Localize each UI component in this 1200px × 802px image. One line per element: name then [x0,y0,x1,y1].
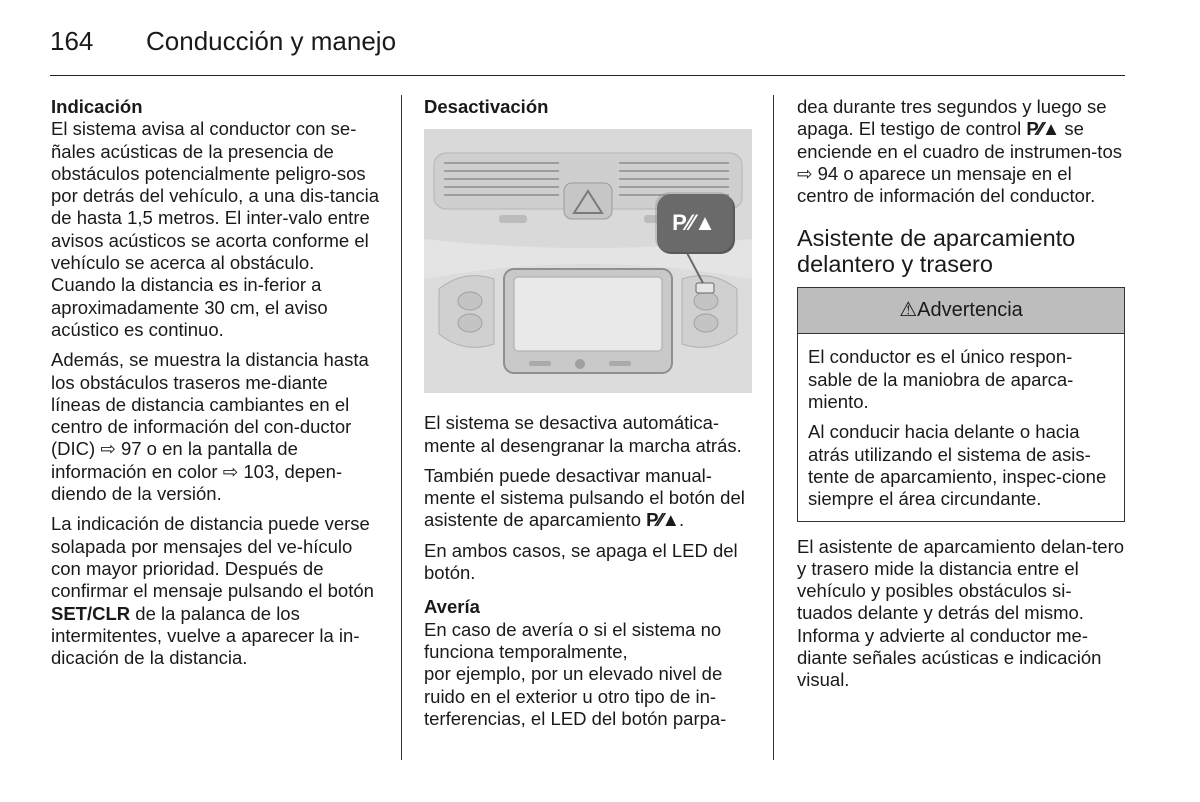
averia-heading: Avería [424,596,480,618]
front-rear-assist-paragraph: El asistente de aparcamiento delan-tero y trasero mide la distancia entre el vehículo y posibles obstáculos si-tuados delante y detrás del mismo. Informa y advierte al conductor me-diante señales acústicas e indicación visual. [797,535,1125,691]
averia-paragraph-2: por ejemplo, por un elevado nivel de ruido en el exterior u otro tipo de in-terferencias, el LED del botón parpa- [424,663,727,729]
section-title: Asistente de aparcamiento delantero y trasero [797,225,1076,278]
warning-paragraph-2: Al conducir hacia delante o hacia atrás utilizando el sistema de asis-tente de aparcamiento, inspec-cione siempre el área circundante. [808,421,1107,510]
page-number: 164 [50,26,94,56]
warning-body [798,334,1124,520]
desactivacion-paragraph-3: En ambos casos, se apaga el LED del botón. [424,539,738,584]
p2-text-before: También puede desactivar manual-mente el sistema pulsando el botón del asistente de aparcamiento [424,464,745,531]
header-rule [50,75,1125,76]
continued-text-after: se enciende en el cuadro de instrumen-tos ⇨ 94 o aparece un mensaje en el centro de información del conductor. [797,118,1122,207]
warning-paragraph-1: El conductor es el único respon-sable de la maniobra de aparca-miento. [808,346,1074,413]
chapter-title: Conducción y manejo [146,26,397,56]
parking-warning-icon: P⁄⁄▲ [1026,118,1060,140]
column-2 [424,96,754,738]
continued-paragraph [797,96,1127,207]
parking-assist-icon: P⁄⁄▲ [646,509,679,531]
warning-box [797,287,1125,521]
column-3 [797,96,1127,700]
parking-button-symbol: P⁄⁄▲ [672,210,716,236]
desactivacion-paragraph-2 [424,465,754,532]
p2-text-after: . [678,509,685,531]
continued-text-before: dea durante tres segundos y luego se apaga. El testigo de control [797,96,1107,140]
column-1 [51,96,381,677]
indicacion-paragraph-2: Además, se muestra la distancia hasta los obstáculos traseros me-diante líneas de distancia cambiantes en el centro de información del con-ductor (DIC) ⇨ 97 o en la pantalla de información en color ⇨ 103, depen-diendo de la versión. [51,349,369,505]
set-clr-label: SET/CLR [51,602,131,624]
warning-title: ⚠Advertencia [798,288,1124,334]
desactivacion-paragraph-1: El sistema se desactiva automática-mente al desengranar la marcha atrás. [424,412,742,456]
indicacion-heading: Indicación [51,96,143,117]
indicacion-paragraph-1: El sistema avisa al conductor con se-ñales acústicas de la presencia de obstáculos potencialmente peligro-sos por detrás del vehículo, a una dis-tancia de hasta 1,5 metros. El inter-valo entre avisos acústicos se acorta conforme el vehículo se acerca al obstáculo. Cuando la distancia es in-ferior a aproximadamente 30 cm, el aviso acústico es continuo. [51,118,380,340]
p3-text-before: La indicación de distancia puede verse solapada por mensajes del ve-hículo con mayor prioridad. Después de confirmar el mensaje pulsando el botón [51,513,374,602]
p3-text-after: de la palanca de los intermitentes, vuelve a aparecer la in-dicación de la distancia. [51,602,360,669]
dashboard-illustration [424,129,752,393]
column-divider-1 [401,95,402,760]
dashboard-drawing [424,129,752,393]
desactivacion-heading: Desactivación [424,96,549,117]
page-header [50,24,1125,74]
averia-paragraph-1: En caso de avería o si el sistema no funciona temporalmente, [424,618,722,662]
indicacion-paragraph-3 [51,513,381,669]
column-divider-2 [773,95,774,760]
